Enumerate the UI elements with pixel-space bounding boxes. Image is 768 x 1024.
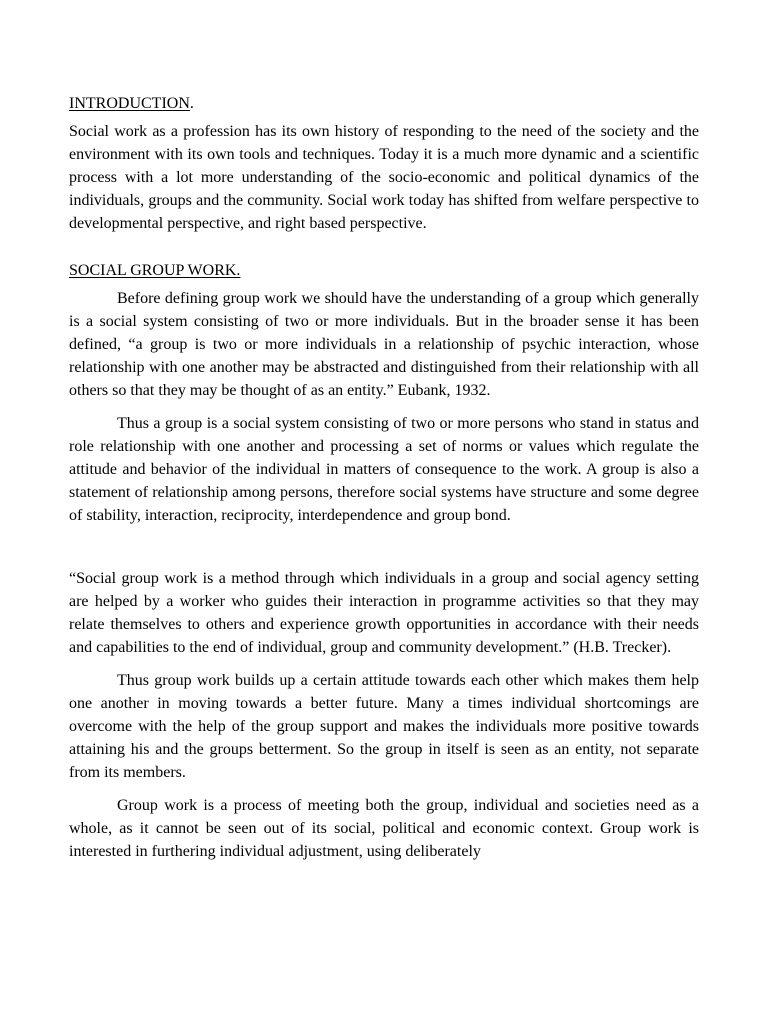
trecker-quote-paragraph: “Social group work is a method through which individuals in a group and social agency setting are helped by a worker who guides their interaction in programme activities so that they may relate themselves to others and experience growth opportunities in accordance with their needs and capabilities to the end of individual, group and community development.” (H.B. Trecker). xyxy=(69,570,699,656)
document-page xyxy=(69,92,699,863)
group-social-system-paragraph: Thus a group is a social system consisting of two or more persons who stand in status and role relationship with one another and processing a set of norms or values which regulate the attitude and behavior of the individual in matters of consequence to the work. A group is also a statement of relationship among persons, therefore social systems have structure and some degree of stability, interaction, reciprocity, interdependence and group bond. xyxy=(69,415,699,524)
introduction-heading xyxy=(69,92,699,115)
social-group-work-heading: SOCIAL GROUP WORK. xyxy=(69,262,241,279)
group-attitude-paragraph: Thus group work builds up a certain attitude towards each other which makes them help one another in moving towards a better future. Many a times individual shortcomings are overcome with the help of the group support and makes the individuals more positive towards attaining his and the groups betterment. So the group in itself is seen as an entity, not separate from its members. xyxy=(69,672,699,781)
introduction-paragraph: Social work as a profession has its own history of responding to the need of the society and the environment with its own tools and techniques. Today it is a much more dynamic and a scientific process with a lot more understanding of the socio-economic and political dynamics of the individuals, groups and the community. Social work today has shifted from welfare perspective to developmental perspective, and right based perspective. xyxy=(69,123,699,232)
introduction-heading-period: . xyxy=(189,95,194,112)
introduction-heading-text: INTRODUCTION xyxy=(69,95,190,112)
group-work-process-paragraph: Group work is a process of meeting both the group, individual and societies need as a whole, as it cannot be seen out of its social, political and economic context. Group work is interested in furthering individual adjustment, using deliberately xyxy=(69,797,699,860)
group-definition-paragraph: Before defining group work we should have the understanding of a group which generally is a social system consisting of two or more individuals. But in the broader sense it has been defined, “a group is two or more individuals in a relationship of psychic interaction, whose relationship with one another may be abstracted and distinguished from their relationship with all others so that they may be thought of as an entity.” Eubank, 1932. xyxy=(69,290,699,399)
